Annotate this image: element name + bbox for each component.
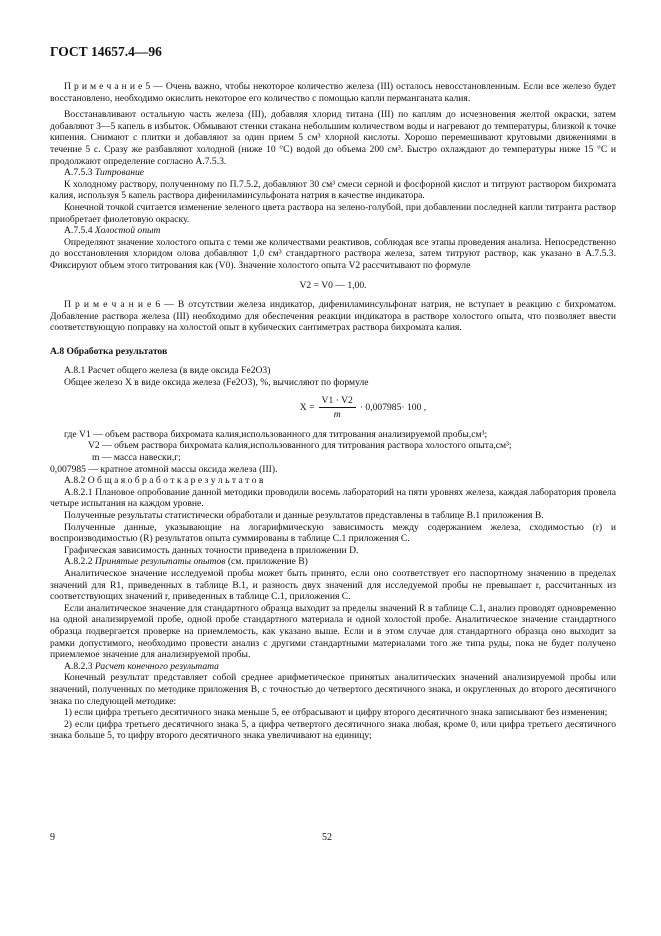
section-number: А.8.2.3 [64,660,93,672]
section-heading [50,661,616,673]
section-title: Холостой опыт [94,225,161,237]
formula-numerator: V1 · V2 [319,395,356,409]
formula-rhs: · 0,007985· 100 , [359,401,427,413]
section-heading [50,225,616,237]
paragraph: А.8.2.1 Плановое опробование данной методики проводили восемь лабораторий на пяти уровнях железа, каждая лаборатория провела четыре испытания на каждом уровне. [50,486,616,510]
paragraph: Аналитическое значение исследуемой пробы может быть принято, если оно соответствует его паспортному значению в пределах значений для R1, приведенных в таблице В.1, и разность двух значений для исследуемой пробы не превышает r, рассчитанных из соответствующих значений r, приведенных в таблице С.1, приложения С. [50,567,616,603]
paragraph: Определяют значение холостого опыта с теми же количествами реактивов, соблюдая все этапы проведения анализа. Непосредственно до восстановления хлоридом олова добавляют 1,0 см³ стандартного раствора железа, затем титруют раствор, как указано в А.7.5.3. Фиксируют объем этого титрования как (V0). Значение холостого опыта V2 рассчитывают по формуле [50,236,616,271]
section-title: Титрование [94,167,145,179]
section-heading [50,556,616,568]
section-heading-a8: А.8 Обработка результатов [50,345,168,357]
section-tail: (см. приложение В) [227,556,308,568]
section-title: Принятые результаты опытов [94,556,226,568]
paragraph: Полученные данные, указывающие на логарифмическую зависимость между содержанием железа, сходимостью (r) и воспроизводимостью (R) результатов опыта суммированы в таблице С.1 приложения С. [50,521,616,545]
legend-line: где V1 — объем раствора бихромата калия,использованного для титрования анализируемой пробы,см³; [64,428,488,440]
formula-blank: V2 = V0 — 1,00. [299,279,367,291]
section-number: А.8.2.2 [64,556,93,568]
legend-line: m — масса навески,г; [92,452,181,464]
paragraph: К холодному раствору, полученному по П.7.5.2, добавляют 30 см³ смеси серной и фосфорной кислот и титруют раствором бихромата калия, используя 5 капель раствора дифениламинсульфоната натрия в качестве индикатора. [50,178,616,202]
formula-legend [50,429,616,475]
paragraph: Восстанавливают остальную часть железа (III), добавляя хлорид титана (III) по каплям до исчезновения желтой окраски, затем добавляют 3—5 капель в избыток. Обмывают стенки стакана небольшим количеством воды и нагревают до температуры, близкой к точке кипения. Снимают с плитки и добавляют за один прием 5 см³ хлорной кислоты. Хорошо перемешивают круговыми движениями в течение 5 с. Сразу же разбавляют холодной (ниже 10 °С) водой до объема 200 см³. Быстро охлаждают до температуры ниже 15 °С и продолжают определение согласно А.7.5.3. [50,109,616,167]
section-title: Расчет конечного результата [94,660,219,672]
legend-line: 0,007985 — кратное атомной массы оксида железа (III). [50,463,278,475]
document-body [50,76,616,742]
subsection-heading: А.8.2 О б щ а я о б р а б о т к а р е з у л ь т а т о в [64,475,264,487]
list-item: 2) если цифра третьего десятичного знака 5, а цифра четвертого десятичного знака любая, кроме 0, или цифра третьего десятичного знака больше 5, то цифру второго десятичного знака увеличивают на единицу; [50,718,616,742]
section-number: А.7.5.3 [64,167,93,179]
note-5: П р и м е ч а н и е 5 — Очень важно, чтобы некоторое количество железа (III) осталось невосстановленным. Если все железо будет восстановлено, необходимо окислить некоторое его количество с помощью капли перманганата калия. [50,81,616,104]
section-heading [50,167,616,179]
document-header: ГОСТ 14657.4—96 [50,44,162,59]
formula-total-iron [110,395,616,421]
paragraph: Конечный результат представляет собой среднее арифметическое принятых аналитических значений анализируемой пробы или значений, полученных по методике приложения В, с точностью до четвертого десятичного знака, и округленных до второго десятичного знака по следующей методике: [50,672,616,707]
paragraph: Общее железо X в виде оксида железа (Fe2O3), %, вычисляют по формуле [64,377,369,389]
formula-lhs: X = [299,401,315,413]
page-number: 52 [322,832,332,843]
paragraph: Полученные результаты статистически обработали и данные результатов представлены в таблице В.1 приложения В. [64,510,544,521]
formula-denominator: m [333,409,341,421]
footer-left-number: 9 [50,832,55,843]
legend-line: V2 — объем раствора бихромата калия,использованного для титрования раствора холостого опыта,см³; [88,440,512,452]
list-item: 1) если цифра третьего десятичного знака меньше 5, ее отбрасывают и цифру второго десятичного знака записывают без изменения; [64,707,608,719]
section-number: А.7.5.4 [64,225,93,237]
subsection-heading: А.8.1 Расчет общего железа (в виде оксида Fe2O3) [64,365,271,377]
paragraph: Конечной точкой считается изменение зеленого цвета раствора на зелено-голубой, при добавлении последней капли титранта раствор приобретает фиолетовую окраску. [50,201,616,225]
formula-fraction [319,395,356,421]
paragraph: Если аналитическое значение для стандартного образца выходит за пределы значений R в таблице С.1, анализ проводят одновременно на одной анализируемой пробе, одной пробе стандартного материала и одной холостой пробе. Аналитическое значение стандартного образца подвергается проверке на приемлемость, как указано выше. Если и в этом случае для стандартного образца оно выходит за рамки допустимого, необходимо провести анализ с другими стандартными материалами того же типа руды, пока не будет получено приемлемое значение для анализируемой пробы. [50,602,616,661]
note-6: П р и м е ч а н и е 6 — В отсутствии железа индикатор, дифениламинсульфонат натрия, не вступает в реакцию с бихроматом. Добавление раствора железа (III) необходимо для обеспечения реакции индикатора в растворе холостого опыта, что позволяет ввести соответствующую поправку на холостой опыт в кубических сантиметрах раствора бихромата калия. [50,299,616,334]
paragraph: Графическая зависимость данных точности приведена в приложении D. [64,544,359,556]
